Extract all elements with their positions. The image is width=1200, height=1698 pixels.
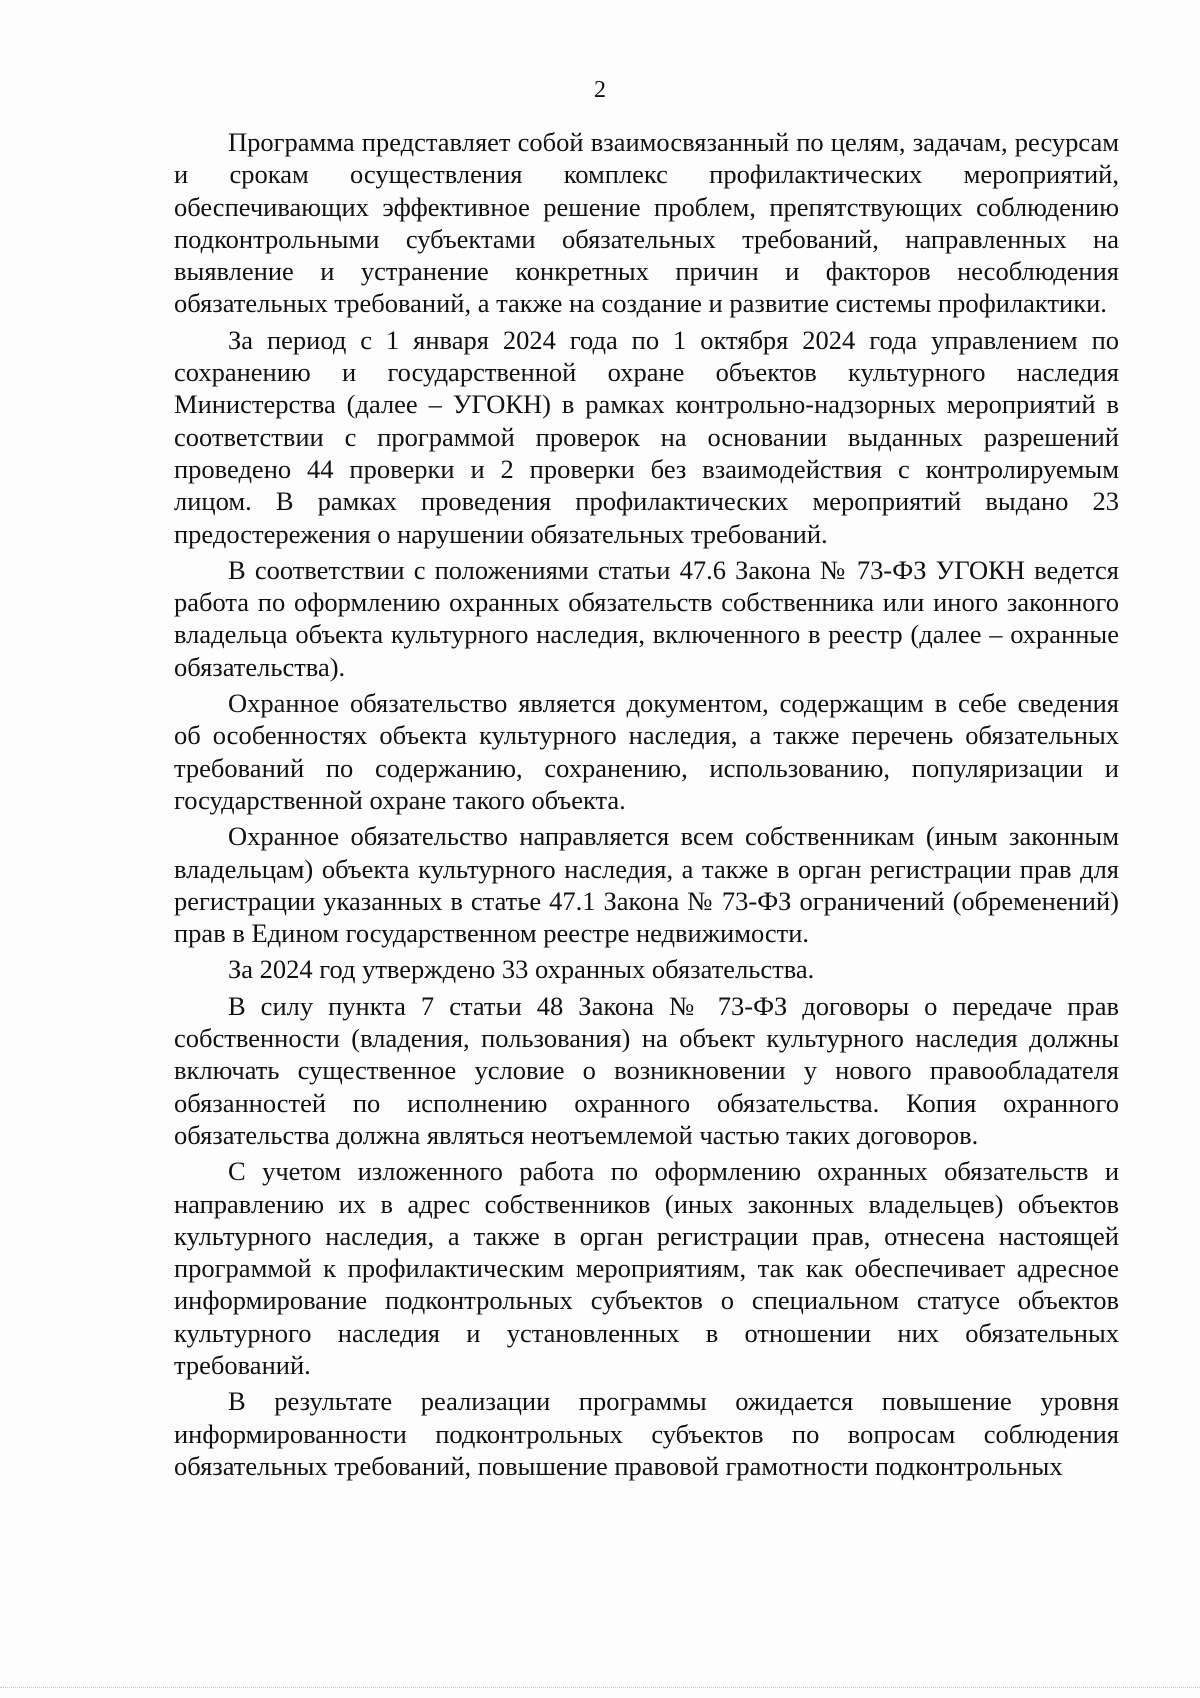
paragraph-article-48: В силу пункта 7 статьи 48 Закона № 73-ФЗ договоры о передаче прав собственности (владения, пользования) на объект культурного наследия должны включать существенное условие о возникновении у нового правообладателя обязанностей по исполнению охранного обязательства. Копия охранного обязательства должна являться неотъемлемой частью таких договоров. bbox=[174, 990, 1119, 1150]
paragraph-article-47-6: В соответствии с положениями статьи 47.6 Закона № 73-ФЗ УГОКН ведется работа по оформлению охранных обязательств собственника или иного законного владельца объекта культурного наследия, включенного в реестр (далее – охранные обязательства). bbox=[174, 554, 1119, 682]
paragraph-approved-count: За 2024 год утверждено 33 охранных обязательства. bbox=[228, 954, 815, 985]
page-number: 2 bbox=[594, 77, 606, 103]
paragraph-program-description: Программа представляет собой взаимосвязанный по целям, задачам, ресурсам и срокам осуществления комплекс профилактических мероприятий, обеспечивающих эффективное решение проблем, препятствующих соблюдению подконтрольными субъектами обязательных требований, направленных на выявление и устранение конкретных причин и факторов несоблюдения обязательных требований, а также на создание и развитие системы профилактики. bbox=[174, 127, 1119, 319]
document-body bbox=[174, 126, 1119, 1482]
paragraph-obligation-definition: Охранное обязательство является документом, содержащим в себе сведения об особенностях объекта культурного наследия, а также перечень обязательных требований по содержанию, сохранению, использованию, популяризации и государственной охране такого объекта. bbox=[174, 688, 1119, 815]
paragraph-obligation-distribution: Охранное обязательство направляется всем собственникам (иным законным владельцам) объекта культурного наследия, а также в орган регистрации прав для регистрации указанных в статье 47.1 Закона № 73-ФЗ ограничений (обременений) прав в Едином государственном реестре недвижимости. bbox=[174, 821, 1119, 949]
paragraph-preventive-measures: С учетом изложенного работа по оформлению охранных обязательств и направлению их в адрес собственников (иных законных владельцев) объектов культурного наследия, а также в орган регистрации прав, отнесена настоящей программой к профилактическим мероприятиям, так как обеспечивает адресное информирование подконтрольных субъектов о специальном статусе объектов культурного наследия и установленных в отношении них обязательных требований. bbox=[174, 1156, 1119, 1380]
paragraph-expected-results: В результате реализации программы ожидается повышение уровня информированности подконтрольных субъектов по вопросам соблюдения обязательных требований, повышение правовой грамотности подконтрольных bbox=[174, 1386, 1119, 1481]
scan-edge-line bbox=[0, 1687, 1200, 1688]
paragraph-inspections-2024: За период с 1 января 2024 года по 1 октября 2024 года управлением по сохранению и государственной охране объектов культурного наследия Министерства (далее – УГОКН) в рамках контрольно-надзорных мероприятий в соответствии с программой проверок на основании выданных разрешений проведено 44 проверки и 2 проверки без взаимодействия с контролируемым лицом. В рамках проведения профилактических мероприятий выдано 23 предостережения о нарушении обязательных требований. bbox=[174, 324, 1119, 549]
